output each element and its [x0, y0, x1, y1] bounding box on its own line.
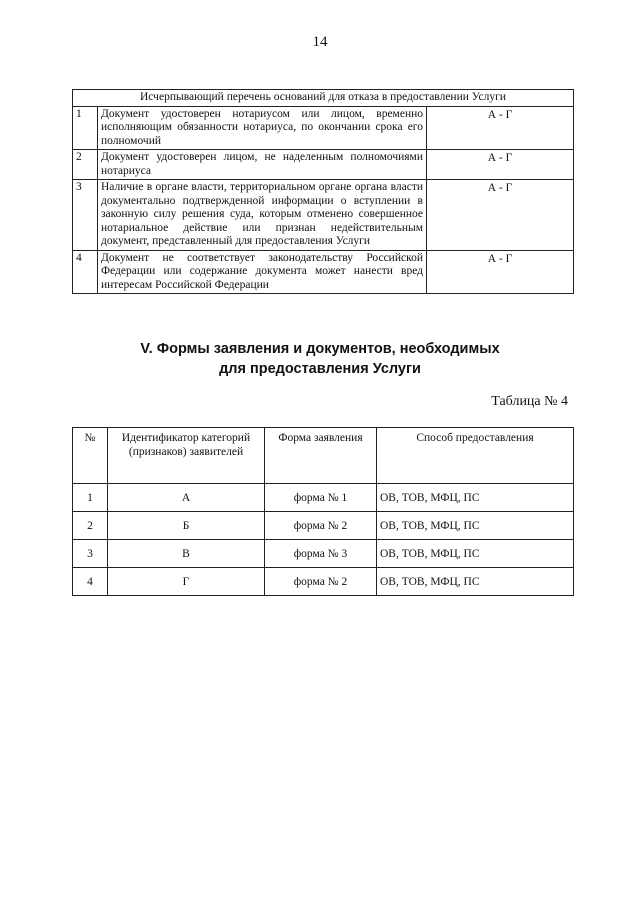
submission-method: ОВ, ТОВ, МФЦ, ПС	[377, 484, 574, 512]
refusal-ground-text: Документ удостоверен нотариусом или лицом, временно исполняющим обязанности нотариуса, по окончании срока его полномочий	[98, 106, 427, 150]
row-number: 1	[73, 106, 98, 150]
section-title-line: V. Формы заявления и документов, необходимых	[140, 341, 500, 357]
applicant-category: А	[108, 484, 265, 512]
applicant-groups: А - Г	[427, 150, 574, 180]
table-row	[73, 180, 574, 251]
applicant-groups: А - Г	[427, 180, 574, 251]
row-number: 3	[73, 540, 108, 568]
column-header-number: №	[73, 428, 108, 484]
table-row	[73, 150, 574, 180]
table-row	[73, 540, 574, 568]
applicant-groups: А - Г	[427, 106, 574, 150]
submission-method: ОВ, ТОВ, МФЦ, ПС	[377, 568, 574, 596]
applicant-category: Б	[108, 512, 265, 540]
page-number: 14	[312, 34, 328, 50]
submission-method: ОВ, ТОВ, МФЦ, ПС	[377, 512, 574, 540]
table-header-row	[73, 90, 574, 107]
table-row	[73, 512, 574, 540]
section-title	[0, 339, 640, 379]
row-number: 4	[73, 568, 108, 596]
refusal-ground-text: Наличие в органе власти, территориальном органе органа власти документально подтвержденной информации о вступлении в законную силу решения суда, которым отменено совершенное нотариальное действие или признан недействительным документ, представленный для предоставления Услуги	[98, 180, 427, 251]
section-title-line: для предоставления Услуги	[219, 361, 421, 377]
row-number: 2	[73, 512, 108, 540]
refusal-grounds-table	[72, 89, 574, 294]
table-row	[73, 568, 574, 596]
application-form: форма № 2	[265, 512, 377, 540]
table-row	[73, 250, 574, 294]
submission-method: ОВ, ТОВ, МФЦ, ПС	[377, 540, 574, 568]
refusal-ground-text: Документ удостоверен лицом, не наделенным полномочиями нотариуса	[98, 150, 427, 180]
application-form: форма № 1	[265, 484, 377, 512]
refusal-ground-text: Документ не соответствует законодательству Российской Федерации или содержание документа может нанести вред интересам Российской Федерации	[98, 250, 427, 294]
row-number: 2	[73, 150, 98, 180]
row-number: 3	[73, 180, 98, 251]
column-header-identifier: Идентификатор категорий (признаков) заявителей	[108, 428, 265, 484]
applicant-groups: А - Г	[427, 250, 574, 294]
application-forms-table	[72, 427, 574, 596]
refusal-table-header: Исчерпывающий перечень оснований для отказа в предоставлении Услуги	[73, 90, 574, 107]
row-number: 4	[73, 250, 98, 294]
table-label: Таблица № 4	[491, 394, 568, 409]
row-number: 1	[73, 484, 108, 512]
table-header-row	[73, 428, 574, 484]
table-row	[73, 484, 574, 512]
application-form: форма № 2	[265, 568, 377, 596]
column-header-form: Форма заявления	[265, 428, 377, 484]
application-form: форма № 3	[265, 540, 377, 568]
column-header-method: Способ предоставления	[377, 428, 574, 484]
table-row	[73, 106, 574, 150]
applicant-category: В	[108, 540, 265, 568]
applicant-category: Г	[108, 568, 265, 596]
